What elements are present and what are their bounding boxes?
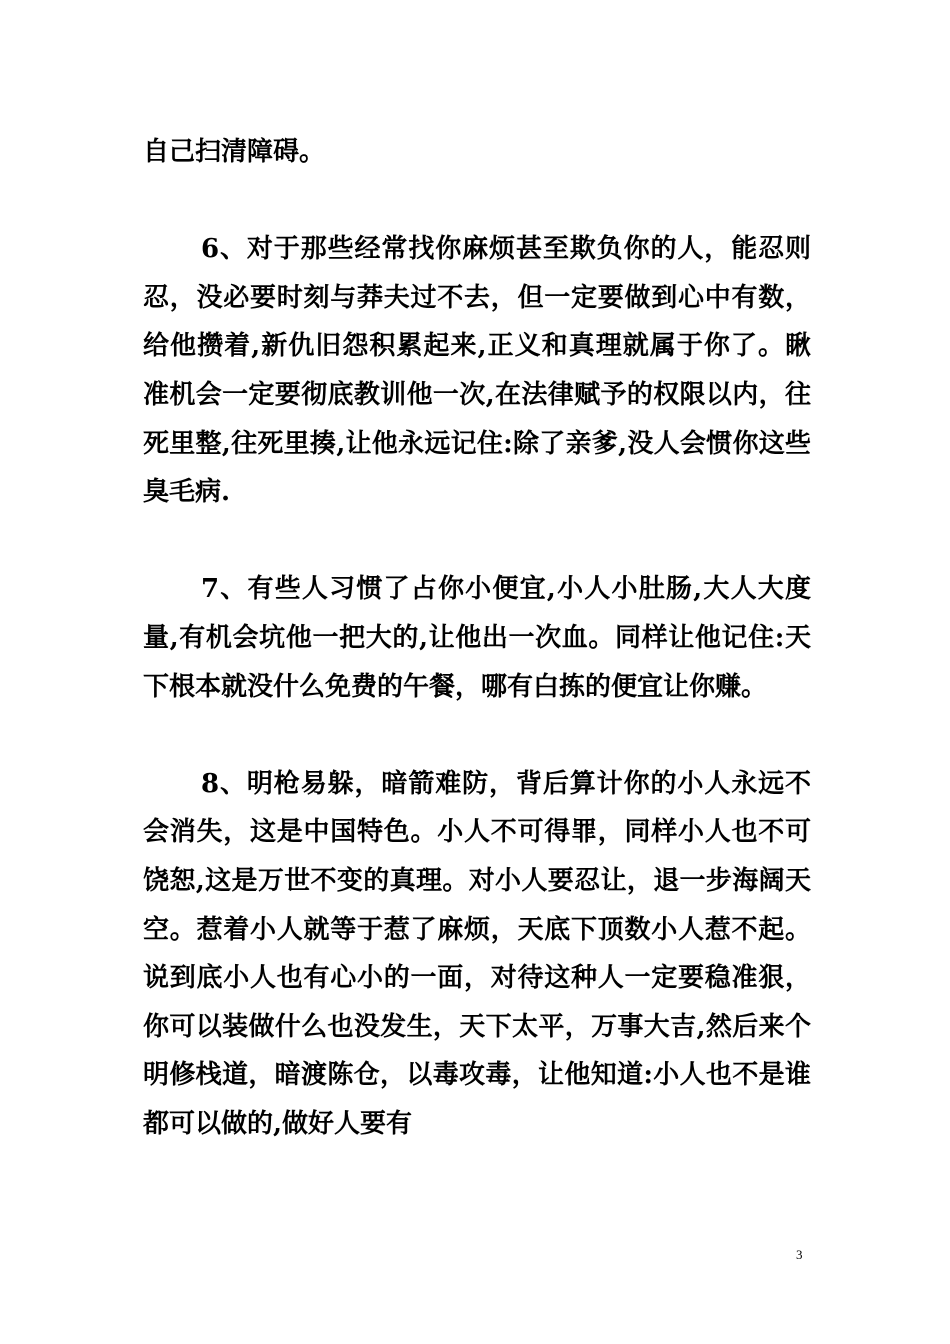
document-body [143,128,811,1148]
paragraph-continued: 自己扫清障碍。 [143,137,326,167]
paragraph-6: 6、对于那些经常找你麻烦甚至欺负你的人，能忍则忍，没必要时刻与莽夫过不去，但一定要做到心中有数，给他攒着,新仇旧怨积累起来,正义和真理就属于你了。瞅准机会一定要彻底教训他一次,在法律赋予的权限以内，往死里整,往死里揍,让他永远记住:除了亲爹,没人会惯你这些臭毛病. [143,234,811,508]
page-number: 3 [796,1247,803,1262]
paragraph-gap [143,711,811,760]
paragraph-gap [143,517,811,566]
paragraph-gap [143,177,811,226]
paragraph-7: 7、有些人习惯了占你小便宜,小人小肚肠,大人大度量,有机会坑他一把大的,让他出一次血。同样让他记住:天下根本就没什么免费的午餐，哪有白拣的便宜让你赚。 [143,574,811,702]
paragraph-8: 8、明枪易躲，暗箭难防，背后算计你的小人永远不会消失，这是中国特色。小人不可得罪，同样小人也不可饶恕,这是万世不变的真理。对小人要忍让，退一步海阔天空。惹着小人就等于惹了麻烦，天底下顶数小人惹不起。说到底小人也有心小的一面，对待这种人一定要稳准狠，你可以装做什么也没发生，天下太平，万事大吉,然后来个明修栈道，暗渡陈仓，以毒攻毒，让他知道:小人也不是谁都可以做的,做好人要有 [143,768,811,1139]
